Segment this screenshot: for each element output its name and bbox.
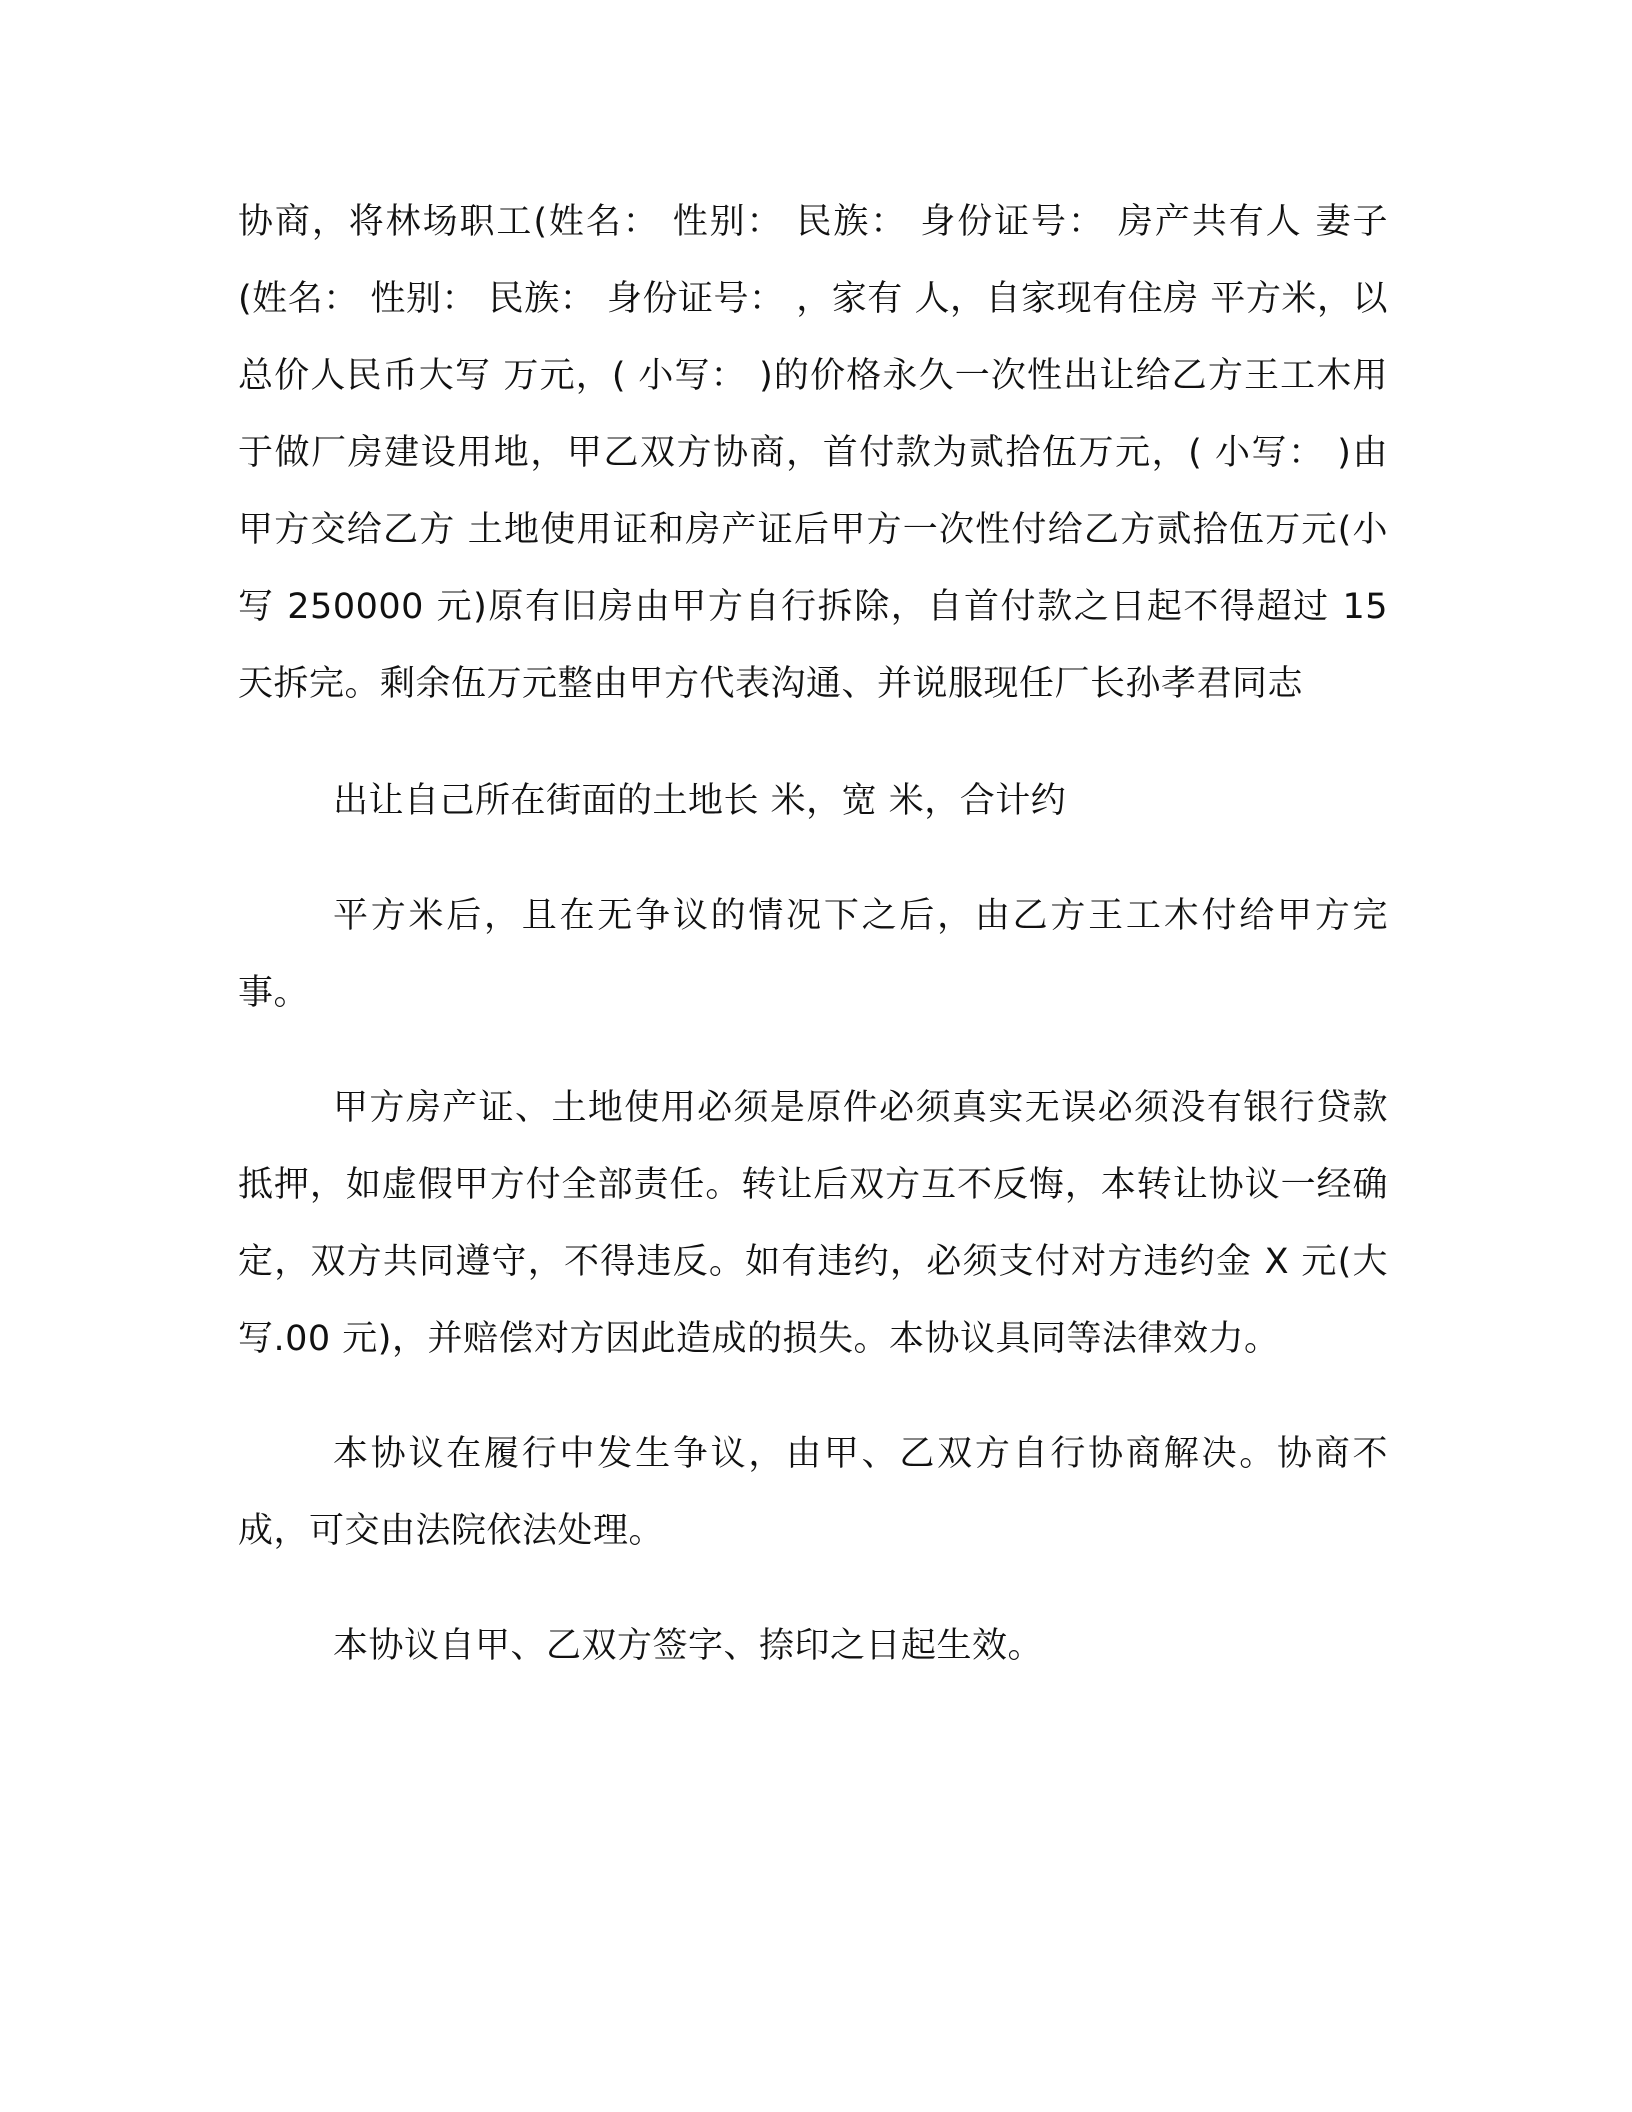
paragraph-certificate-liability: 甲方房产证、土地使用必须是原件必须真实无误必须没有银行贷款抵押，如虚假甲方付全部责任。转让后双方互不反悔，本转让协议一经确定，双方共同遵守，不得违反。如有违约，必须支付对方违约金 X 元(大写.00 元)，并赔偿对方因此造成的损失。本协议具同等法律效力。 [238, 1088, 1388, 1359]
document-body [238, 184, 1388, 1685]
paragraph-effective-date: 本协议自甲、乙双方签字、捺印之日起生效。 [333, 1626, 1044, 1666]
paragraph-transfer-terms: 协商，将林场职工(姓名： 性别： 民族： 身份证号： 房产共有人 妻子(姓名： 性别： 民族： 身份证号： ，家有 人，自家现有住房 平方米，以总价人民币大写 万元，( 小写： )的价格永久一次性出让给乙方王工木用于做厂房建设用地，甲乙双方协商，首付款为贰拾伍万元，( 小写： )由甲方交给乙方 土地使用证和房产证后甲方一次性付给乙方贰拾伍万元(小写 250000 元)原有旧房由甲方自行拆除，自首付款之日起不得超过 15 天拆完。剩余伍万元整由甲方代表沟通、并说服现任厂长孙孝君同志 [238, 202, 1388, 704]
paragraph-payment-completion: 平方米后，且在无争议的情况下之后，由乙方王工木付给甲方完事。 [238, 896, 1388, 1013]
paragraph-land-area: 出让自己所在街面的土地长 米，宽 米，合计约 [333, 781, 1067, 821]
paragraph-dispute-resolution: 本协议在履行中发生争议，由甲、乙双方自行协商解决。协商不成，可交由法院依法处理。 [238, 1434, 1388, 1551]
